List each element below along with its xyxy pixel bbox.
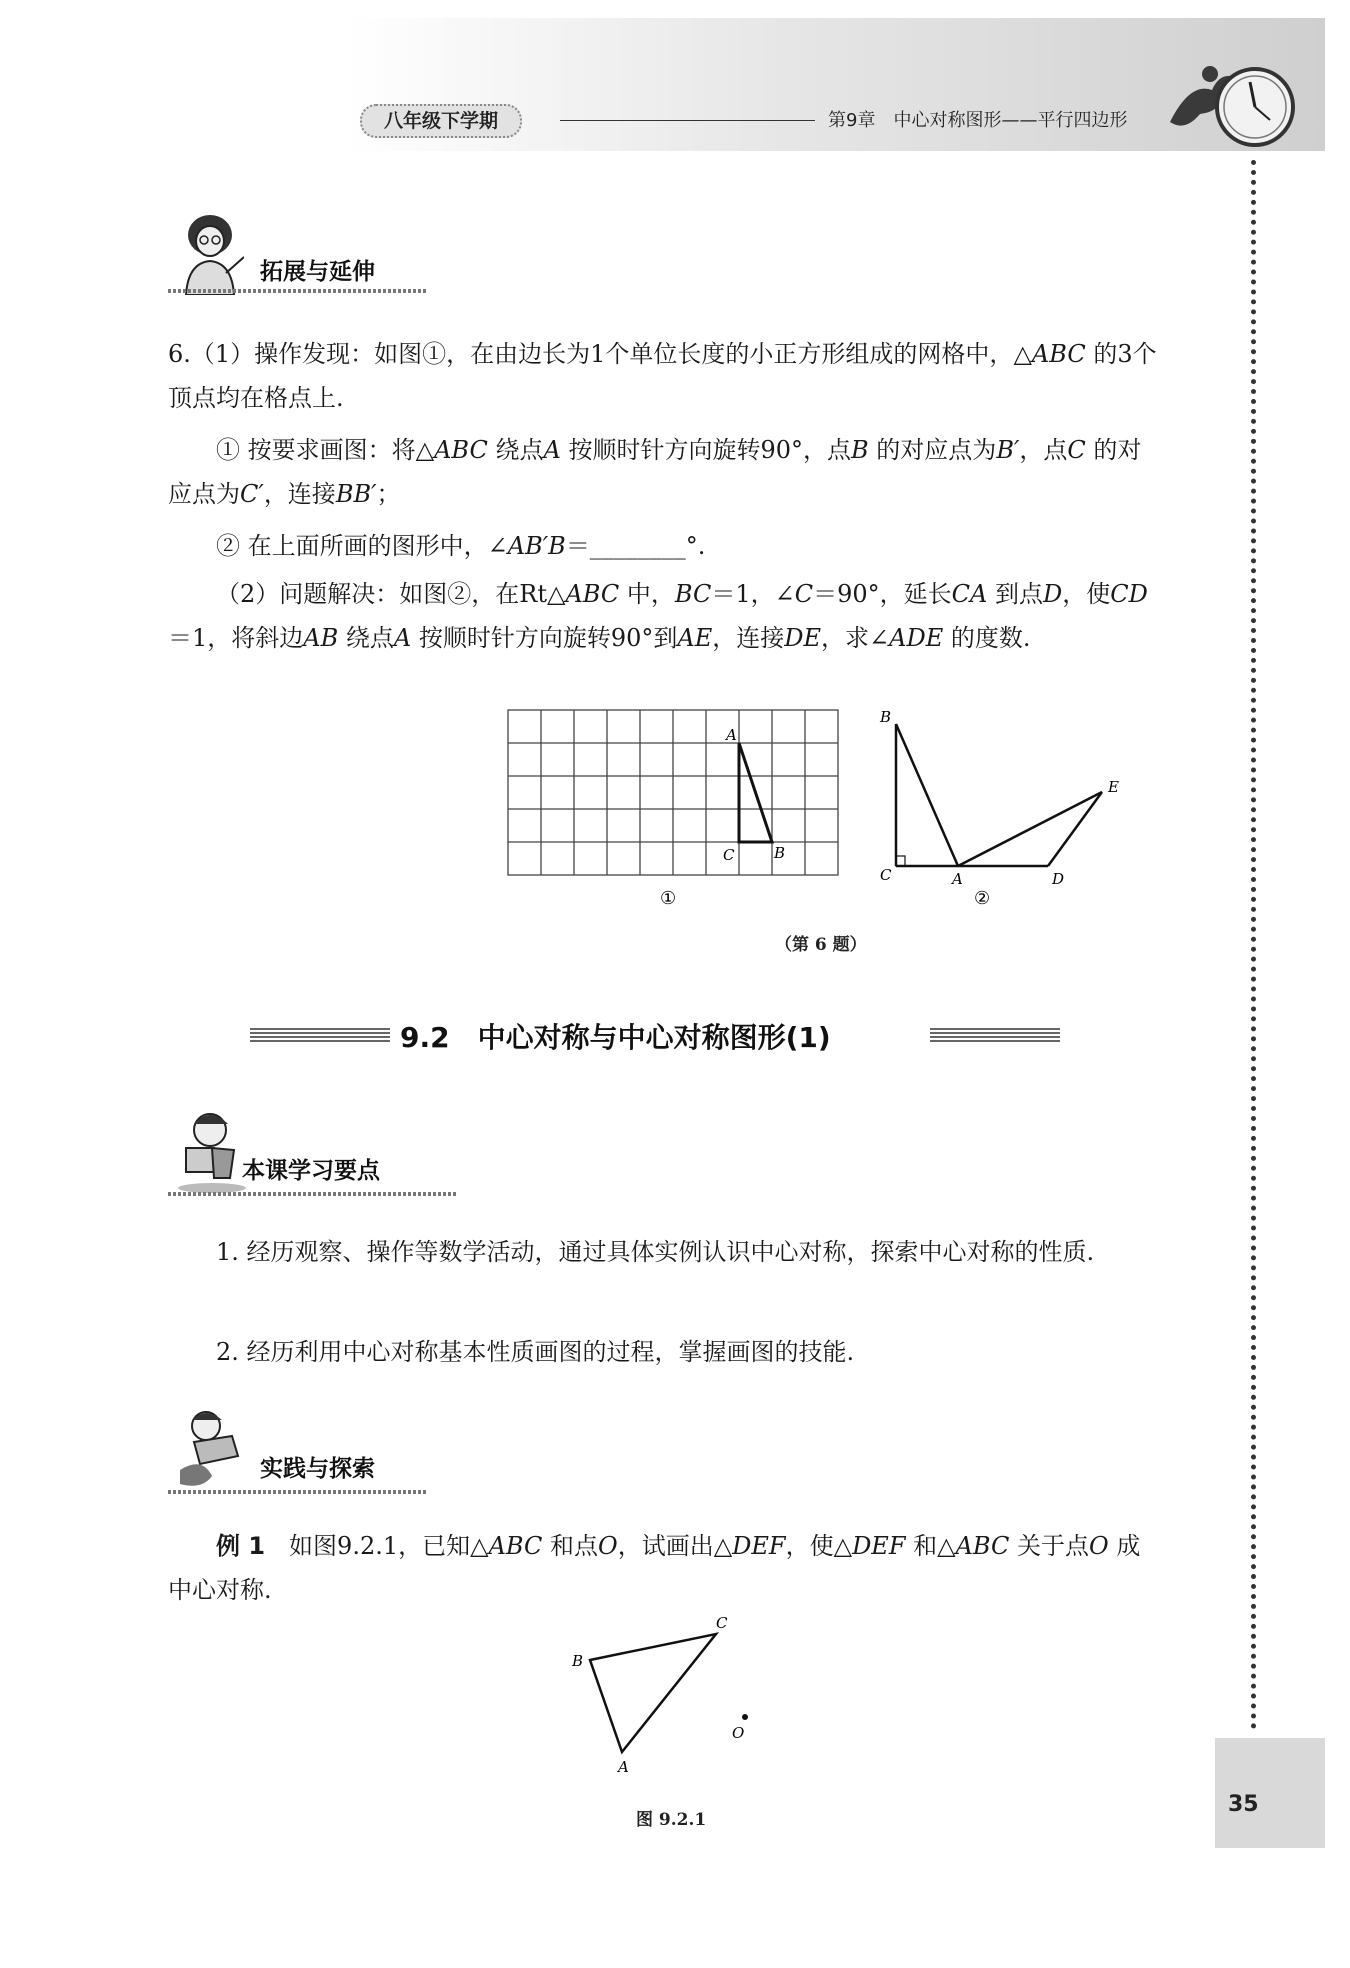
- section-92-heading: [250, 1016, 1060, 1056]
- fig921-label-B: B: [572, 1652, 584, 1670]
- fig2-label-E: E: [1108, 778, 1119, 796]
- fig1-caption: ①: [660, 888, 677, 909]
- grid-lines: [508, 710, 838, 875]
- practice-underline: [168, 1490, 426, 1494]
- problem6-step1: ① 按要求画图：将△ABC 绕点A 按顺时针方向旋转90°，点B 的对应点为B′，点C 的对应点为C′，连接BB′；: [168, 436, 1142, 508]
- practice-banner: [168, 1402, 428, 1494]
- fig921-label-A: A: [618, 1758, 629, 1776]
- student-icon: [172, 1108, 252, 1194]
- problem6-caption: （第 6 题）: [775, 935, 867, 955]
- key-points-underline: [168, 1192, 456, 1196]
- extension-underline: [168, 289, 426, 293]
- runner-student-icon: [172, 1406, 252, 1492]
- compass-icon: [1150, 52, 1300, 152]
- teacher-icon: [176, 213, 244, 295]
- fig921-label-C: C: [716, 1614, 728, 1632]
- example1-text: 例 1 如图9.2.1，已知△ABC 和点O，试画出△DEF，使△DEF 和△ABC 关于点O 成中心对称.: [168, 1532, 1141, 1604]
- key-point-1: 1. 经历观察、操作等数学活动，通过具体实例认识中心对称，探索中心对称的性质.: [216, 1238, 1095, 1266]
- key-points-label: 本课学习要点: [242, 1158, 380, 1184]
- fig2-label-B: B: [880, 708, 892, 726]
- fig921-label-O: O: [732, 1724, 745, 1742]
- extension-banner: [168, 205, 428, 295]
- fig2-label-C: C: [880, 866, 892, 884]
- figure-2: [870, 700, 1130, 910]
- point-O: [742, 1714, 748, 1720]
- fig2-label-A: A: [952, 870, 963, 888]
- key-point-2: 2. 经历利用中心对称基本性质画图的过程，掌握画图的技能.: [216, 1338, 855, 1366]
- problem6-part1: 6.（1）操作发现：如图①，在由边长为1个单位长度的小正方形组成的网格中，△ABC 的3个顶点均在格点上.: [168, 340, 1157, 412]
- chapter-title: 第9章 中心对称图形——平行四边形: [828, 110, 1128, 131]
- key-points-banner: [168, 1104, 458, 1196]
- figure-921-caption: 图 9.2.1: [636, 1810, 707, 1830]
- extension-label: 拓展与延伸: [260, 259, 375, 285]
- section-92-title: 9.2 中心对称与中心对称图形(1): [400, 1021, 831, 1054]
- grade-tag: 八年级下学期: [360, 104, 522, 138]
- page-number: 35: [1228, 1792, 1259, 1817]
- fig1-label-A: A: [726, 726, 737, 744]
- triangle-abc-fig1: [739, 743, 772, 842]
- triangle-abc-921: [590, 1634, 716, 1752]
- fig1-label-C: C: [723, 846, 735, 864]
- practice-label: 实践与探索: [260, 1456, 375, 1482]
- heading-rule-right: [930, 1028, 1060, 1042]
- problem6-step2: ② 在上面所画的图形中，∠AB′B＝________°.: [216, 532, 706, 560]
- fig2-caption: ②: [974, 888, 991, 909]
- fig1-label-B: B: [774, 844, 786, 862]
- header-rule: [560, 120, 815, 121]
- figure-1-grid: [490, 700, 850, 910]
- problem6-part2: （2）问题解决：如图②，在Rt△ABC 中，BC＝1，∠C＝90°，延长CA 到点D，使CD＝1，将斜边AB 绕点A 按顺时针方向旋转90°到AE，连接DE，求∠ADE 的度数.: [168, 580, 1148, 652]
- heading-rule-left: [250, 1028, 390, 1042]
- dotted-edge: [1251, 160, 1256, 1730]
- figure-921: [560, 1610, 780, 1800]
- right-angle-mark: [896, 856, 905, 866]
- fig2-label-D: D: [1052, 870, 1065, 888]
